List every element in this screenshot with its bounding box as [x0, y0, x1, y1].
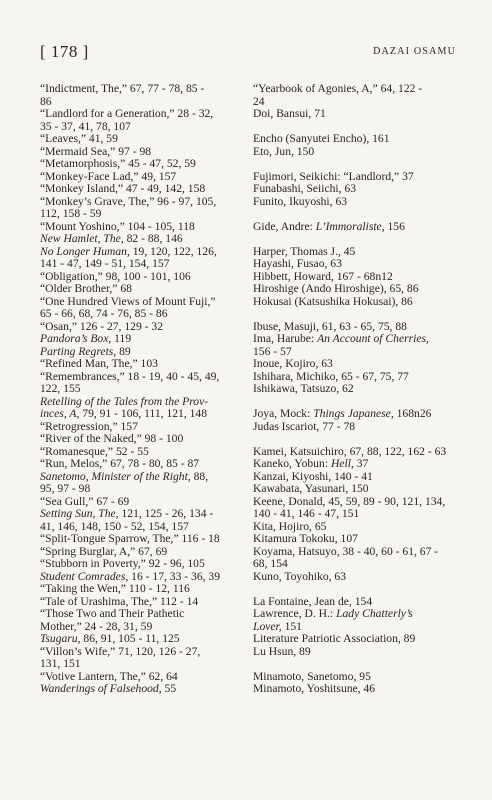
index-entry [40, 371, 250, 396]
entry-heading-line: Doi, Bansui, 71 [253, 107, 326, 120]
entry-heading-line: “Votive Lantern, The,” 62, 64 [40, 669, 178, 683]
index-entry [253, 196, 463, 209]
entry-heading-line: “Leaves,” 41, 59 [40, 132, 118, 145]
entry-heading-line: Hayashi, Fusao, 63 [253, 257, 342, 270]
entry-heading-line: “Those Two and Their Pathetic [40, 607, 185, 620]
index-column-left [40, 83, 250, 696]
entry-heading-line: “Yearbook of Agonies, A,” 64, 122 - [253, 82, 423, 95]
entry-heading-line: “Taking the Wen,” 110 - 12, 116 [40, 582, 190, 595]
index-entry [253, 333, 463, 358]
entry-heading-line: “Older Brother,” 68 [40, 282, 132, 295]
entry-continuation-line: 141 - 47, 149 - 51, 154, 157 [40, 257, 170, 270]
entry-heading-line: Lawrence, D. H.: Lady Chatterly’s [253, 607, 413, 620]
letter-gap [253, 158, 463, 171]
entry-heading-line: “Stubborn in Poverty,” 92 - 96, 105 [40, 557, 205, 570]
entry-heading-line: Minamoto, Sanetomo, 95 [253, 669, 371, 683]
entry-continuation-line: 122, 155 [40, 382, 81, 395]
entry-heading-line: Student Comrades, 16 - 17, 33 - 36, 39 [40, 569, 221, 583]
entry-continuation-line: 35 - 37, 41, 78, 107 [40, 119, 131, 133]
entry-heading-line: Wanderings of Falsehood, 55 [40, 682, 177, 695]
index-entry [40, 296, 250, 321]
entry-heading-line: No Longer Human, 19, 120, 122, 126, [40, 244, 217, 258]
entry-heading-line: “Retrogression,” 157 [40, 419, 138, 433]
entry-heading-line: La Fontaine, Jean de, 154 [253, 594, 373, 608]
index-entry [40, 583, 250, 596]
entry-continuation-line: 24 [253, 94, 265, 108]
entry-heading-line: Keene, Donald, 45, 59, 89 - 90, 121, 134, [253, 494, 446, 508]
index-entry [40, 133, 250, 146]
entry-heading-line: Inoue, Kojiro, 63 [253, 357, 333, 370]
index-entry [40, 608, 250, 633]
entry-heading-line: Kita, Hojiro, 65 [253, 519, 327, 533]
entry-continuation-line: 95, 97 - 98 [40, 482, 91, 495]
entry-heading-line: “Split-Tongue Sparrow, The,” 116 - 18 [40, 532, 220, 545]
index-entry [253, 133, 463, 146]
entry-continuation-line: 140 - 41, 146 - 47, 151 [253, 507, 360, 520]
index-entry [253, 283, 463, 296]
entry-heading-line: New Hamlet, The, 82 - 88, 146 [40, 232, 183, 245]
index-entry [40, 83, 250, 108]
index-entry [253, 458, 463, 471]
entry-heading-line: Minamoto, Yoshitsune, 46 [253, 682, 376, 695]
running-head: DAZAI OSAMU [373, 46, 456, 57]
index-entry [253, 358, 463, 371]
index-entry [40, 283, 250, 296]
entry-heading-line: “Sea Gull,” 67 - 69 [40, 494, 130, 508]
entry-heading-line: Setting Sun, The, 121, 125 - 26, 134 - [40, 507, 214, 520]
entry-heading-line: Tsugaru, 86, 91, 105 - 11, 125 [40, 632, 180, 645]
entry-heading-line: Kitamura Tokoku, 107 [253, 532, 358, 545]
index-entry [40, 396, 250, 421]
entry-continuation-line: 86 [40, 94, 52, 108]
entry-heading-line: Ibuse, Masuji, 61, 63 - 65, 75, 88 [253, 319, 407, 333]
entry-heading-line: “Romanesque,” 52 - 55 [40, 444, 149, 458]
entry-heading-line: “Obligation,” 98, 100 - 101, 106 [40, 269, 191, 283]
index-entry [40, 108, 250, 133]
entry-heading-line: “Landlord for a Generation,” 28 - 32, [40, 107, 214, 120]
index-entry [40, 471, 250, 496]
entry-continuation-line: 65 - 66, 68, 74 - 76, 85 - 86 [40, 307, 168, 320]
entry-heading-line: Ishihara, Michiko, 65 - 67, 75, 77 [253, 369, 409, 383]
index-entry [40, 358, 250, 371]
letter-gap [253, 583, 463, 596]
entry-heading-line: Funito, Ikuyoshi, 63 [253, 194, 348, 208]
index-entry [253, 483, 463, 496]
entry-heading-line: Kamei, Katsuichiro, 67, 88, 122, 162 - 63 [253, 444, 447, 458]
entry-heading-line: “Monkey-Face Lad,” 49, 157 [40, 169, 177, 183]
entry-heading-line: Retelling of the Tales from the Prov- [40, 394, 209, 408]
letter-gap [253, 658, 463, 671]
entry-continuation-line: 112, 158 - 59 [40, 207, 102, 220]
entry-heading-line: Sanetomo, Minister of the Right, 88, [40, 469, 209, 483]
entry-continuation-line: 156 - 57 [253, 344, 292, 358]
entry-heading-line: Ima, Harube: An Account of Cherries, [253, 332, 429, 345]
index-entry [253, 183, 463, 196]
index-entry [253, 608, 463, 633]
page-header [40, 42, 456, 64]
entry-heading-line: “Refined Man, The,” 103 [40, 357, 158, 370]
entry-heading-line: “Tale of Urashima, The,” 112 - 14 [40, 594, 199, 608]
index-entry [40, 196, 250, 221]
index-entry [40, 646, 250, 671]
entry-heading-line: Encho (Sanyutei Encho), 161 [253, 132, 390, 145]
entry-heading-line: Hibbett, Howard, 167 - 68n12 [253, 269, 393, 283]
letter-gap [253, 308, 463, 321]
index-entry [40, 508, 250, 533]
index-entry [40, 633, 250, 646]
entry-heading-line: “Remembrances,” 18 - 19, 40 - 45, 49, [40, 369, 220, 383]
index-column-right [253, 83, 463, 696]
entry-heading-line: Hiroshige (Ando Hiroshige), 65, 86 [253, 282, 419, 295]
index-entry [253, 633, 463, 646]
index-entry [253, 496, 463, 521]
entry-heading-line: Gide, Andre: L’Immoraliste, 156 [253, 219, 405, 233]
entry-heading-line: Eto, Jun, 150 [253, 144, 315, 158]
index-entry [253, 546, 463, 571]
entry-continuation-line: 68, 154 [253, 557, 288, 570]
entry-heading-line: Joya, Mock: Things Japanese, 168n26 [253, 407, 432, 420]
index-entry [253, 421, 463, 434]
index-entry [253, 221, 463, 234]
index-entry [253, 258, 463, 271]
entry-heading-line: Lu Hsun, 89 [253, 644, 311, 658]
entry-heading-line: “Mount Yoshino,” 104 - 105, 118 [40, 219, 195, 233]
index-entry [40, 246, 250, 271]
index-entry [253, 383, 463, 396]
index-entry [253, 683, 463, 696]
entry-heading-line: “Metamorphosis,” 45 - 47, 52, 59 [40, 157, 196, 170]
entry-heading-line: “Villon’s Wife,” 71, 120, 126 - 27, [40, 644, 201, 658]
entry-continuation-line: 131, 151 [40, 657, 81, 670]
entry-heading-line: Kanzai, Kiyoshi, 140 - 41 [253, 469, 373, 483]
index-entry [253, 571, 463, 584]
entry-heading-line: Kuno, Toyohiko, 63 [253, 569, 347, 583]
entry-heading-line: Literature Patriotic Association, 89 [253, 632, 416, 645]
index-entry [253, 533, 463, 546]
entry-heading-line: Ishikawa, Tatsuzo, 62 [253, 382, 354, 395]
entry-heading-line: “Mermaid Sea,” 97 - 98 [40, 144, 152, 158]
entry-continuation-line: Mother,” 24 - 28, 31, 59 [40, 619, 153, 633]
entry-heading-line: “Spring Burglar, A,” 67, 69 [40, 544, 168, 558]
entry-heading-line: Harper, Thomas J., 45 [253, 244, 356, 258]
index-entry [253, 296, 463, 309]
entry-heading-line: “One Hundred Views of Mount Fuji,” [40, 294, 216, 308]
entry-heading-line: Pandora’s Box, 119 [40, 332, 132, 345]
entry-heading-line: “Monkey Island,” 47 - 49, 142, 158 [40, 182, 206, 195]
entry-heading-line: Funabashi, Seiichi, 63 [253, 182, 357, 195]
index-entry [253, 646, 463, 659]
letter-gap [253, 233, 463, 246]
page-number: [ 178 ] [40, 42, 89, 61]
entry-heading-line: Fujimori, Seikichi: “Landlord,” 37 [253, 169, 414, 183]
entry-heading-line: Judas Iscariot, 77 - 78 [253, 419, 356, 433]
index-entry [40, 183, 250, 196]
entry-continuation-line: 41, 146, 148, 150 - 52, 154, 157 [40, 519, 189, 533]
index-entry [253, 408, 463, 421]
entry-heading-line: “Run, Melos,” 67, 78 - 80, 85 - 87 [40, 457, 200, 470]
entry-heading-line: “River of the Naked,” 98 - 100 [40, 432, 184, 445]
index-entry [40, 433, 250, 446]
index-entry [40, 533, 250, 546]
index-entry [40, 683, 250, 696]
letter-gap [253, 433, 463, 446]
entry-continuation-line: inces, A, 79, 91 - 106, 111, 121, 148 [40, 407, 208, 420]
entry-heading-line: Parting Regrets, 89 [40, 344, 131, 358]
index-entry [253, 108, 463, 121]
index-entry [40, 158, 250, 171]
entry-continuation-line: Lover, 151 [253, 619, 302, 633]
entry-heading-line: “Monkey’s Grave, The,” 96 - 97, 105, [40, 194, 217, 208]
entry-heading-line: “Indictment, The,” 67, 77 - 78, 85 - [40, 82, 205, 95]
entry-heading-line: Hokusai (Katsushika Hokusai), 86 [253, 294, 413, 308]
index-entry [253, 83, 463, 108]
entry-heading-line: Kawabata, Yasunari, 150 [253, 482, 369, 495]
entry-heading-line: “Osan,” 126 - 27, 129 - 32 [40, 319, 163, 333]
entry-heading-line: Kaneko, Yobun: Hell, 37 [253, 457, 369, 470]
entry-heading-line: Koyama, Hatsuyo, 38 - 40, 60 - 61, 67 - [253, 544, 439, 558]
index-entry [253, 146, 463, 159]
